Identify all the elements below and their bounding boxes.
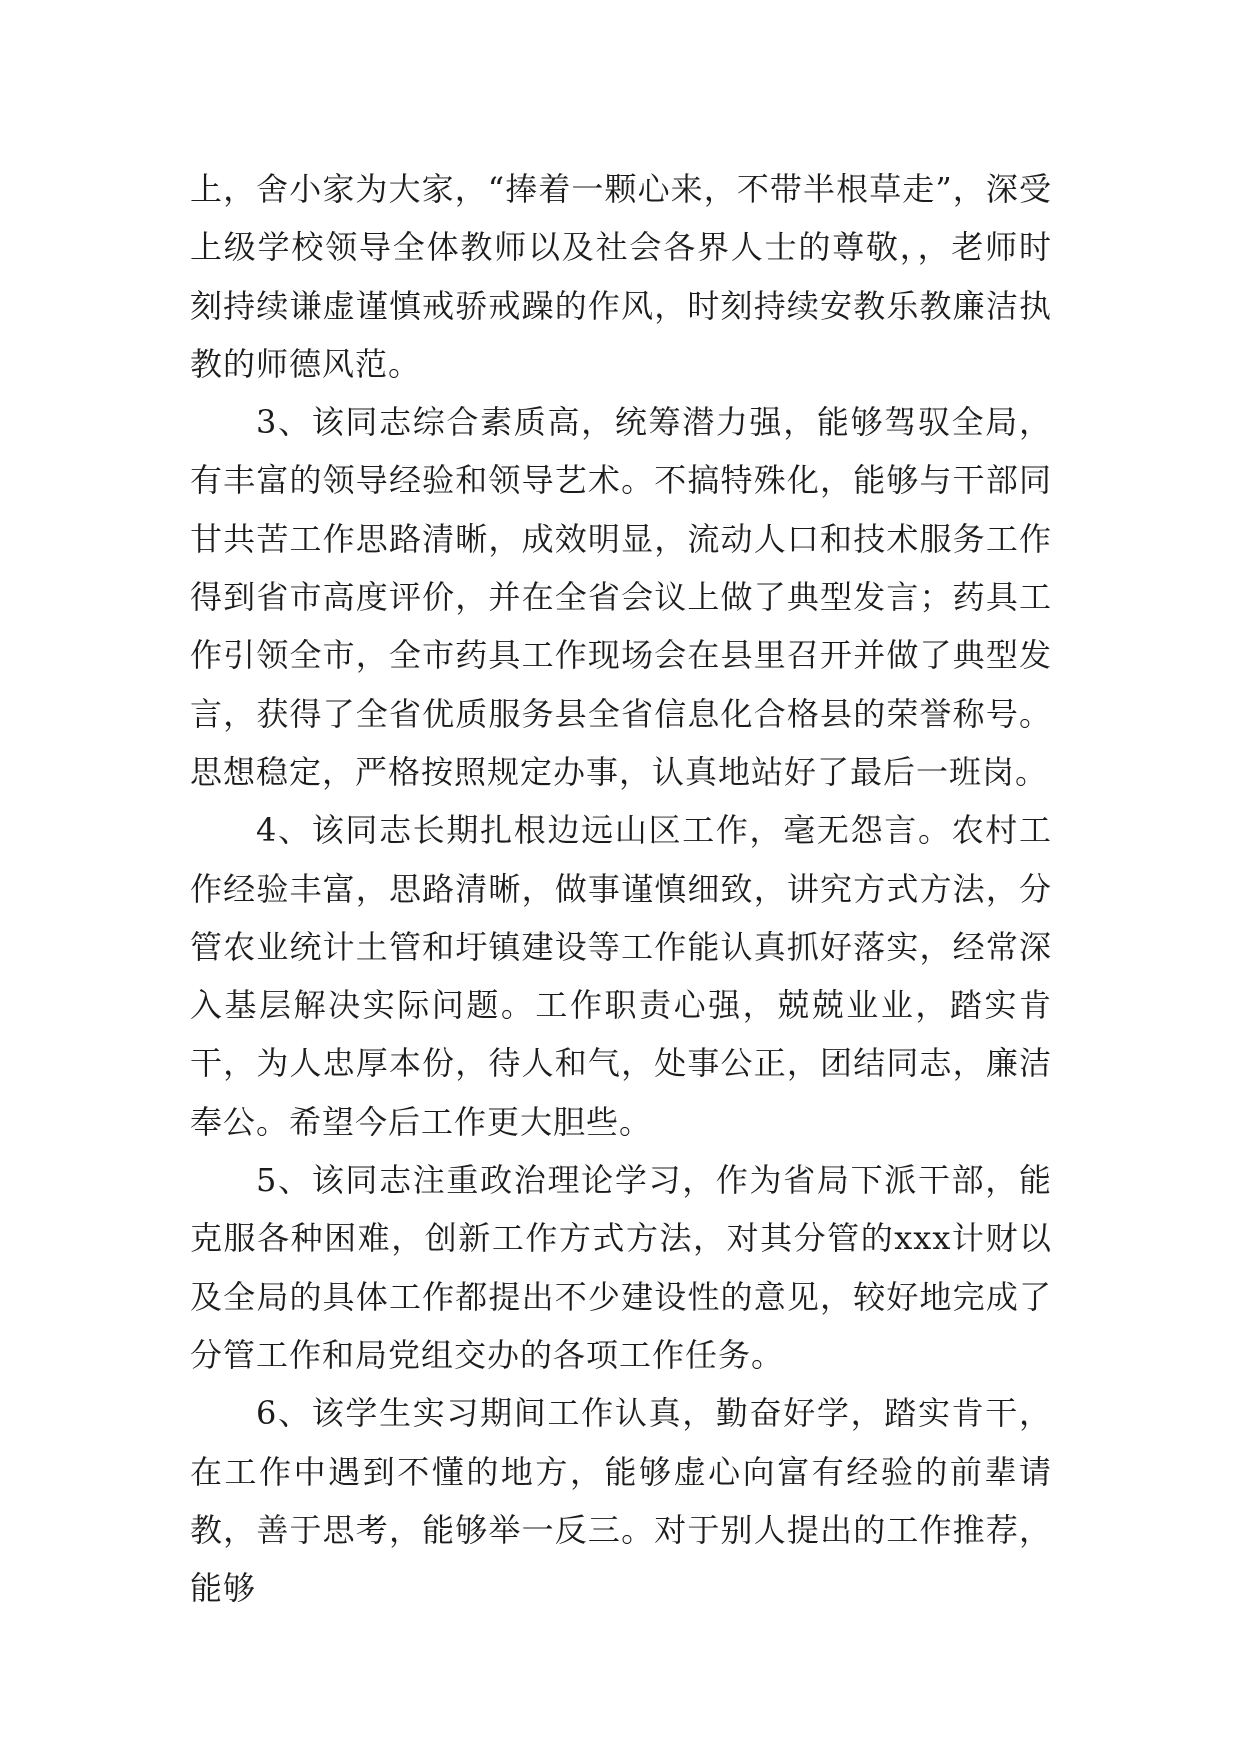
paragraph-item-6: 6、该学生实习期间工作认真，勤奋好学，踏实肯干，在工作中遇到不懂的地方，能够虚心向富有经验的前辈请教，善于思考，能够举一反三。对于别人提出的工作推荐，能够 bbox=[190, 1394, 1052, 1608]
paragraph-item-5: 5、该同志注重政治理论学习，作为省局下派干部，能克服各种困难，创新工作方式方法，对其分管的xxx计财以及全局的具体工作都提出不少建设性的意见，较好地完成了分管工作和局党组交办的各项工作任务。 bbox=[190, 1161, 1052, 1374]
paragraph-item-4: 4、该同志长期扎根边远山区工作，毫无怨言。农村工作经验丰富，思路清晰，做事谨慎细致，讲究方式方法，分管农业统计土管和圩镇建设等工作能认真抓好落实，经常深入基层解决实际问题。工作职责心强，兢兢业业，踏实肯干，为人忠厚本份，待人和气，处事公正，团结同志，廉洁奉公。希望今后工作更大胆些。 bbox=[190, 811, 1052, 1141]
paragraph-continuation: 上，舍小家为大家，“捧着一颗心来，不带半根草走”，深受上级学校领导全体教师以及社会各界人士的尊敬，，老师时刻持续谦虚谨慎戒骄戒躁的作风，时刻持续安教乐教廉洁执教的师德风范。 bbox=[190, 170, 1052, 383]
document-body bbox=[190, 160, 1052, 1617]
paragraph-item-3: 3、该同志综合素质高，统筹潜力强，能够驾驭全局，有丰富的领导经验和领导艺术。不搞特殊化，能够与干部同甘共苦工作思路清晰，成效明显，流动人口和技术服务工作得到省市高度评价，并在全省会议上做了典型发言；药具工作引领全市，全市药具工作现场会在县里召开并做了典型发言，获得了全省优质服务县全省信息化合格县的荣誉称号。思想稳定，严格按照规定办事，认真地站好了最后一班岗。 bbox=[190, 403, 1052, 791]
